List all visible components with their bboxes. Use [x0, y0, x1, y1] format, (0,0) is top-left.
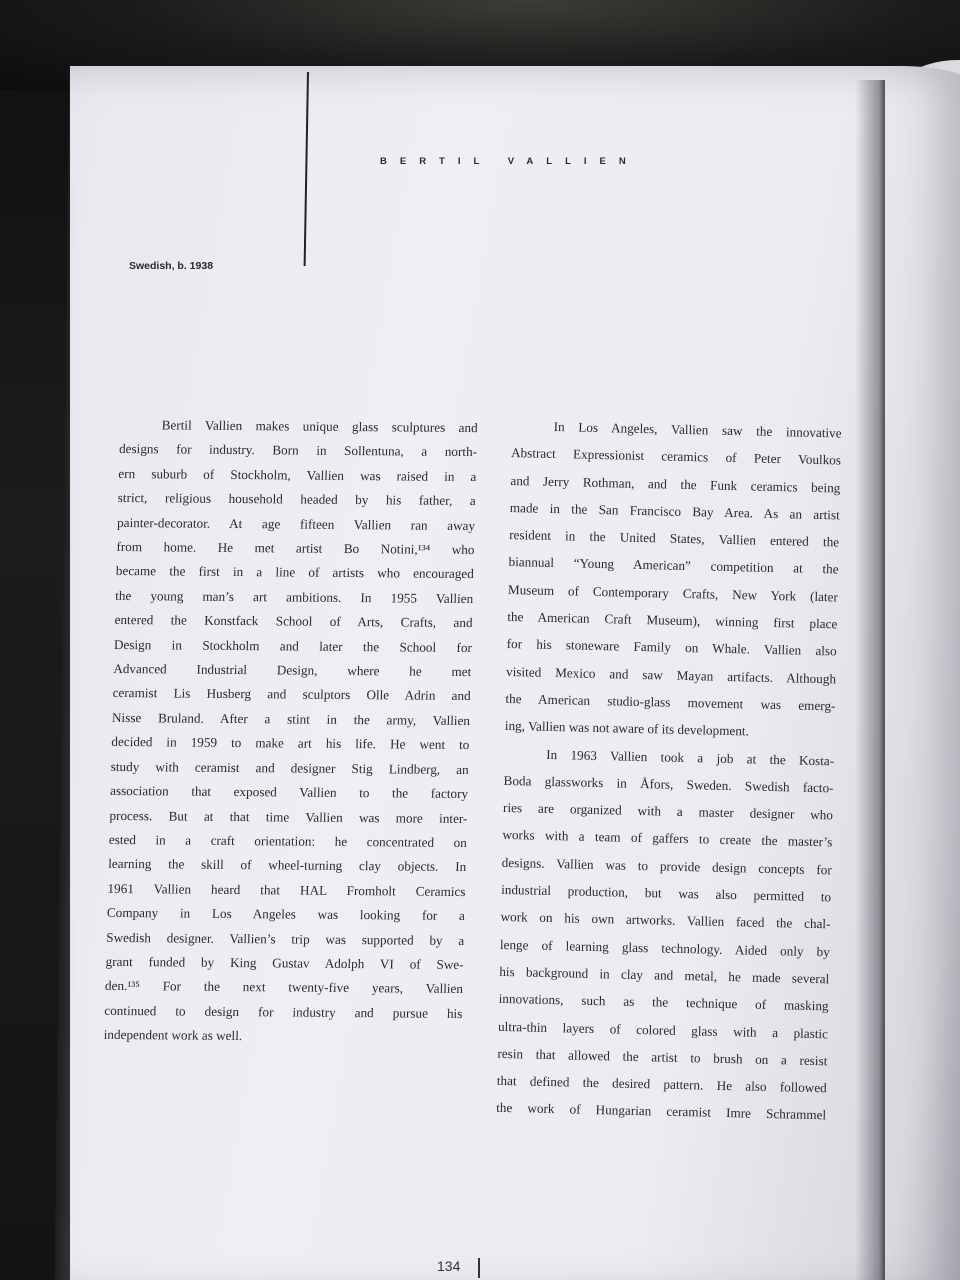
body-line: ries are organized with a master designer who [502, 800, 834, 823]
body-line: designs for industry. Born in Sollentuna, a north- [118, 441, 478, 460]
body-line: den.¹³⁵ For the next twenty-five years, Vallien [104, 978, 464, 997]
body-line: the work of Hungarian ceramist Imre Schrammel [496, 1100, 827, 1123]
artist-nationality-caption: Swedish, b. 1938 [129, 260, 214, 272]
body-line: Boda glassworks in Åfors, Sweden. Swedish facto- [503, 772, 834, 796]
body-line: ern suburb of Stockholm, Vallien was raised in a [118, 465, 477, 484]
body-line: In 1963 Vallien took a job at the Kosta- [546, 746, 835, 768]
body-line: resin that allowed the artist to brush on a resist [497, 1045, 828, 1069]
artist-name-heading: BERTIL VALLIEN [380, 156, 639, 167]
body-line: Nisse Bruland. After a stint in the army, Vallien [111, 709, 471, 728]
body-line: association that exposed Vallien to the factory [109, 783, 469, 802]
body-line: entered the Konstfack School of Arts, Crafts, and [114, 612, 473, 631]
body-line: study with ceramist and designer Stig Lindberg, an [110, 758, 469, 777]
body-line: the young man’s art ambitions. In 1955 Vallien [115, 587, 474, 606]
body-line: Swedish designer. Vallien’s trip was supported by a [106, 929, 465, 948]
body-line: decided in 1959 to make art his life. He went to [111, 734, 470, 753]
body-line: resident in the United States, Vallien entered the [509, 527, 840, 550]
body-line: the American studio-glass movement was emerg- [505, 690, 836, 714]
body-line: for his stoneware Family on Whale. Vallien also [506, 636, 837, 659]
page-number-rule [478, 1258, 480, 1278]
body-line: strict, religious household headed by his father, a [117, 490, 476, 509]
body-line: ultra-thin layers of colored glass with a plastic [497, 1018, 829, 1041]
body-line: ceramist Lis Husberg and sculptors Olle Adrin and [112, 685, 471, 704]
body-line: Bertil Vallien makes unique glass sculptures and [161, 417, 478, 436]
body-line: designs. Vallien was to provide design concepts for [501, 854, 832, 878]
body-line: Advanced Industrial Design, where he met [113, 661, 472, 680]
body-line: ing, Vallien was not aware of its development. [504, 718, 750, 739]
right-text-column [496, 412, 842, 1129]
body-line: the American Craft Museum), winning first place [507, 609, 838, 632]
body-line: that defined the desired pattern. He also followed [496, 1072, 827, 1096]
body-line: independent work as well. [103, 1027, 243, 1044]
body-line: became the first in a line of artists who encouraged [115, 563, 475, 582]
body-line: visited Mexico and saw Mayan artifacts. Although [505, 663, 837, 687]
body-line: works with a team of gaffers to create the master’s [502, 827, 833, 850]
body-line: Museum of Contemporary Crafts, New York (later [507, 581, 839, 605]
body-line: work on his own artworks. Vallien faced the chal- [500, 909, 831, 932]
body-line: grant funded by King Gustav Adolph VI of Swe- [105, 953, 464, 972]
body-line: made in the San Francisco Bay Area. As an artist [509, 499, 840, 523]
body-line: from home. He met artist Bo Notini,¹³⁴ who [116, 539, 475, 558]
body-line: innovations, such as the technique of masking [498, 991, 829, 1014]
page-number: 134 [437, 1258, 461, 1274]
body-line: 1961 Vallien heard that HAL Fromholt Ceramics [107, 880, 466, 899]
left-text-column [103, 413, 478, 1051]
body-line: Abstract Expressionist ceramics of Peter Voulkos [510, 445, 842, 468]
body-line: biannual “Young American” competition at the [508, 554, 839, 577]
book-gutter-shadow [855, 80, 885, 1280]
body-line: Company in Los Angeles was looking for a [106, 905, 466, 924]
body-line: continued to design for industry and pursue his [104, 1002, 463, 1021]
body-line: Design in Stockholm and later the School for [113, 636, 473, 655]
body-line: lenge of learning glass technology. Aided only by [499, 936, 831, 959]
body-line: and Jerry Rothman, and the Funk ceramics being [510, 472, 841, 496]
body-line: learning the skill of wheel-turning clay objects. In [108, 856, 467, 875]
body-line: In Los Angeles, Vallien saw the innovative [553, 418, 842, 441]
body-line: process. But at that time Vallien was more inter- [109, 807, 468, 826]
body-line: his background in clay and metal, he made several [499, 963, 830, 987]
body-line: ested in a craft orientation: he concentrated on [108, 831, 468, 850]
body-line: painter-decorator. At age fifteen Vallien ran away [116, 514, 476, 533]
body-line: industrial production, but was also permitted to [500, 881, 832, 905]
